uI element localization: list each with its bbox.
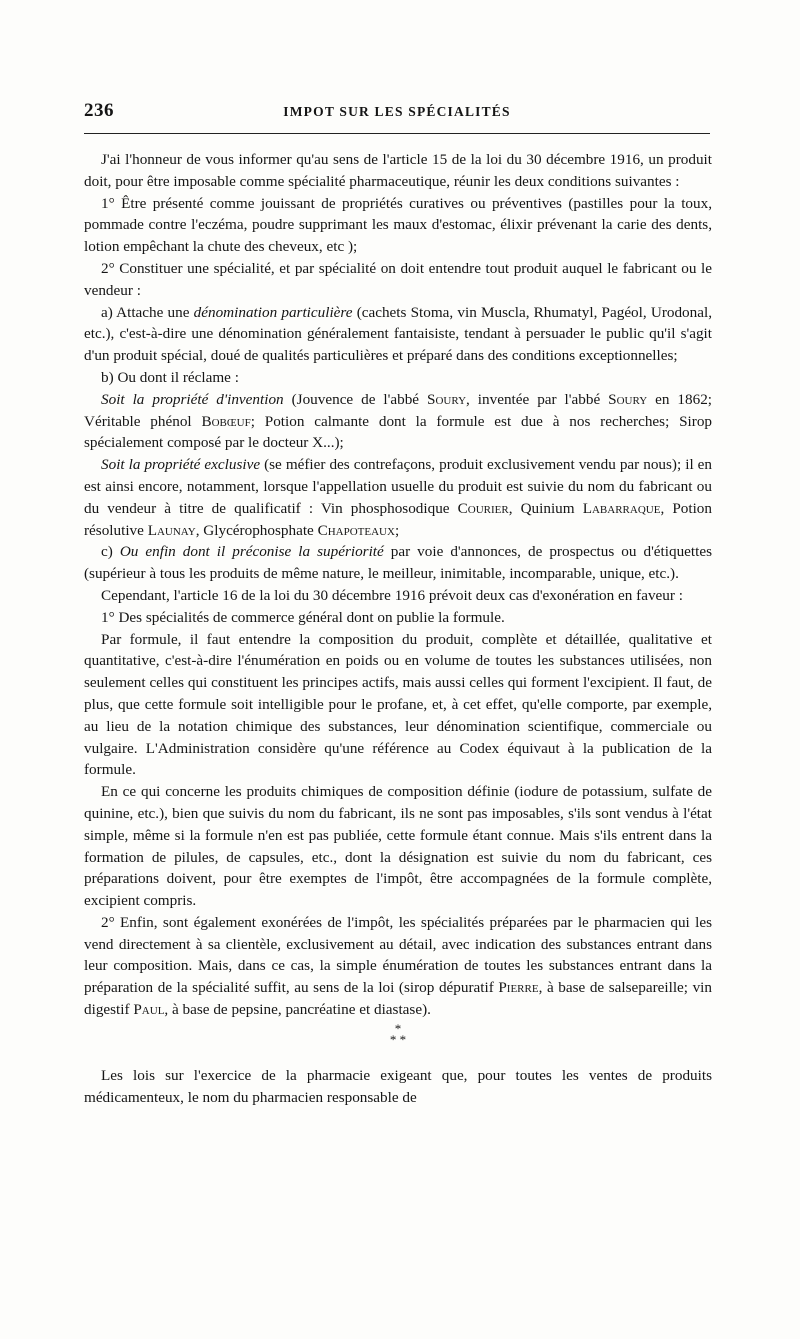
smallcaps-name: Labarraque — [582, 499, 661, 517]
paragraph: Les lois sur l'exercice de la pharmacie exigeant que, pour toutes les ventes de produits médicamenteux, le nom du pharmacien responsable de — [84, 1066, 712, 1106]
paragraph: En ce qui concerne les produits chimiques de composition définie (iodure de potassium, sulfate de quinine, etc.), bien que suivis du nom du fabricant, ils ne sont pas imposables, s'ils sont vendus à l'état simple, même si la formule n'en est pas publiée, cette formule étant connue. Mais s'ils entrent dans la formation de pilules, de capsules, etc., dont la désignation est suivie du nom du fabricant, ces préparations doivent, pour être exemptes de l'impôt, être accompagnées de la formule complète, excipient compris. — [84, 783, 712, 910]
paragraph: Cependant, l'article 16 de la loi du 30 décembre 1916 prévoit deux cas d'exonération en faveur : — [101, 586, 683, 604]
italic-run: Ou enfin dont il préconise la supériorité — [119, 543, 384, 561]
smallcaps-name: Launay — [147, 521, 196, 539]
body-text — [84, 149, 712, 1108]
text-run: a) Attache une — [101, 303, 190, 321]
paragraph: 2° Constituer une spécialité, et par spécialité on doit entendre tout produit auquel le fabricant ou le vendeur : — [84, 259, 712, 299]
italic-run: Soit la propriété d'invention — [101, 390, 284, 408]
smallcaps-name: Soury — [608, 390, 648, 408]
text-run: , inventée par l'abbé — [466, 390, 601, 408]
text-run: (se méfier des contrefaçons, produit exclusivement vendu par nous); il en est ainsi encore, notamment, lorsque l'appellation usuelle du produit est suivie du nom du fabricant ou du vendeur à titre de qualificatif : Vin phosphosodique — [84, 456, 713, 517]
paragraph — [84, 454, 712, 541]
italic-run: Soit la propriété exclusive — [101, 456, 261, 474]
smallcaps-name: Bobœuf — [201, 412, 251, 430]
page-number: 236 — [84, 100, 114, 121]
paragraph: 1° Être présenté comme jouissant de propriétés curatives ou préventives (pastilles pour la toux, pommade contre l'eczéma, poudre supprimant les maux d'estomac, élixir prévenant la carie des dents, lotion empêchant la chute des cheveux, etc ); — [84, 194, 712, 256]
text-run: , à base de pepsine, pancréatine et diastase). — [164, 1001, 431, 1019]
paragraph — [84, 302, 712, 367]
asterism-bottom: * * — [389, 1031, 407, 1047]
paragraph: Par formule, il faut entendre la composition du produit, complète et détaillée, qualitative et quantitative, c'est-à-dire l'énumération en poids ou en volume de toutes les substances utilisées, non seulement celles qui constituent les principes actifs, mais aussi celles qui forment l'excipient. Il faut, de plus, que cette formule soit intelligible pour le profane, et, à cet effet, qu'elle comporte, par exemple, au lieu de la notation chimique des substances, leur dénomination scientifique, commerciale ou vulgaire. L'Administration considère qu'une référence au Codex équivaut à la publication de la formule. — [84, 630, 712, 779]
paragraph — [84, 912, 712, 1021]
paragraph — [84, 389, 712, 454]
text-run: 2° Enfin, sont également exonérées de l'impôt, les spécialités préparées par le pharmacien qui les vend directement à sa clientèle, exclusivement au détail, avec indication des substances entrant dans leur composition. Mais, dans ce cas, la simple énumération de toutes les substances entrant dans la préparation de la spécialité suffit, au sens de la loi (sirop dépuratif — [84, 913, 712, 997]
asterism-top: * — [394, 1020, 402, 1036]
running-title: IMPOT SUR LES SPÉCIALITÉS — [283, 104, 511, 119]
text-run: en 1862; Véritable phénol — [84, 390, 713, 430]
text-run: , Glycérophosphate — [195, 521, 314, 539]
paragraph — [84, 541, 712, 585]
asterism-separator — [84, 1020, 712, 1047]
smallcaps-name: Paul — [133, 1001, 165, 1019]
smallcaps-name: Soury — [427, 390, 467, 408]
text-run: ; Potion calmante dont la formule est due à nos recherches; Sirop spécialement composé par le docteur X...); — [84, 412, 713, 452]
italic-run: dénomination particulière — [193, 303, 353, 321]
smallcaps-name: Pierre — [498, 979, 539, 997]
paragraph: J'ai l'honneur de vous informer qu'au sens de l'article 15 de la loi du 30 décembre 1916, un produit doit, pour être imposable comme spécialité pharmaceutique, réunir les deux conditions suivantes : — [84, 151, 712, 190]
text-run: ; — [394, 521, 400, 539]
text-run: , Quinium — [508, 499, 575, 517]
paragraph: b) Ou dont il réclame : — [101, 368, 239, 386]
paragraph: 1° Des spécialités de commerce général dont on publie la formule. — [101, 608, 505, 626]
page-header — [84, 100, 710, 126]
text-run: (Jouvence de l'abbé — [291, 390, 420, 408]
smallcaps-name: Courier — [457, 499, 509, 517]
smallcaps-name: Chapoteaux — [317, 521, 395, 539]
text-run: , Potion résolutive — [84, 499, 712, 539]
header-rule — [84, 133, 710, 134]
text-run: par voie d'annonces, de prospectus ou d'étiquettes (supérieur à tous les produits de même nature, le meilleur, inimitable, incomparable, unique, etc.). — [84, 543, 713, 583]
text-run: , à base de salsepareille; vin digestif — [84, 979, 712, 1019]
text-run: (cachets Stoma, vin Muscla, Rhumatyl, Pagéol, Urodonal, etc.), c'est-à-dire une dénomination généralement fantaisiste, tendant à persuader le public qu'il s'agit d'un produit spécial, doué de qualités particulières et préparé dans des conditions exceptionnelles; — [84, 303, 713, 365]
text-run: c) — [101, 543, 113, 561]
